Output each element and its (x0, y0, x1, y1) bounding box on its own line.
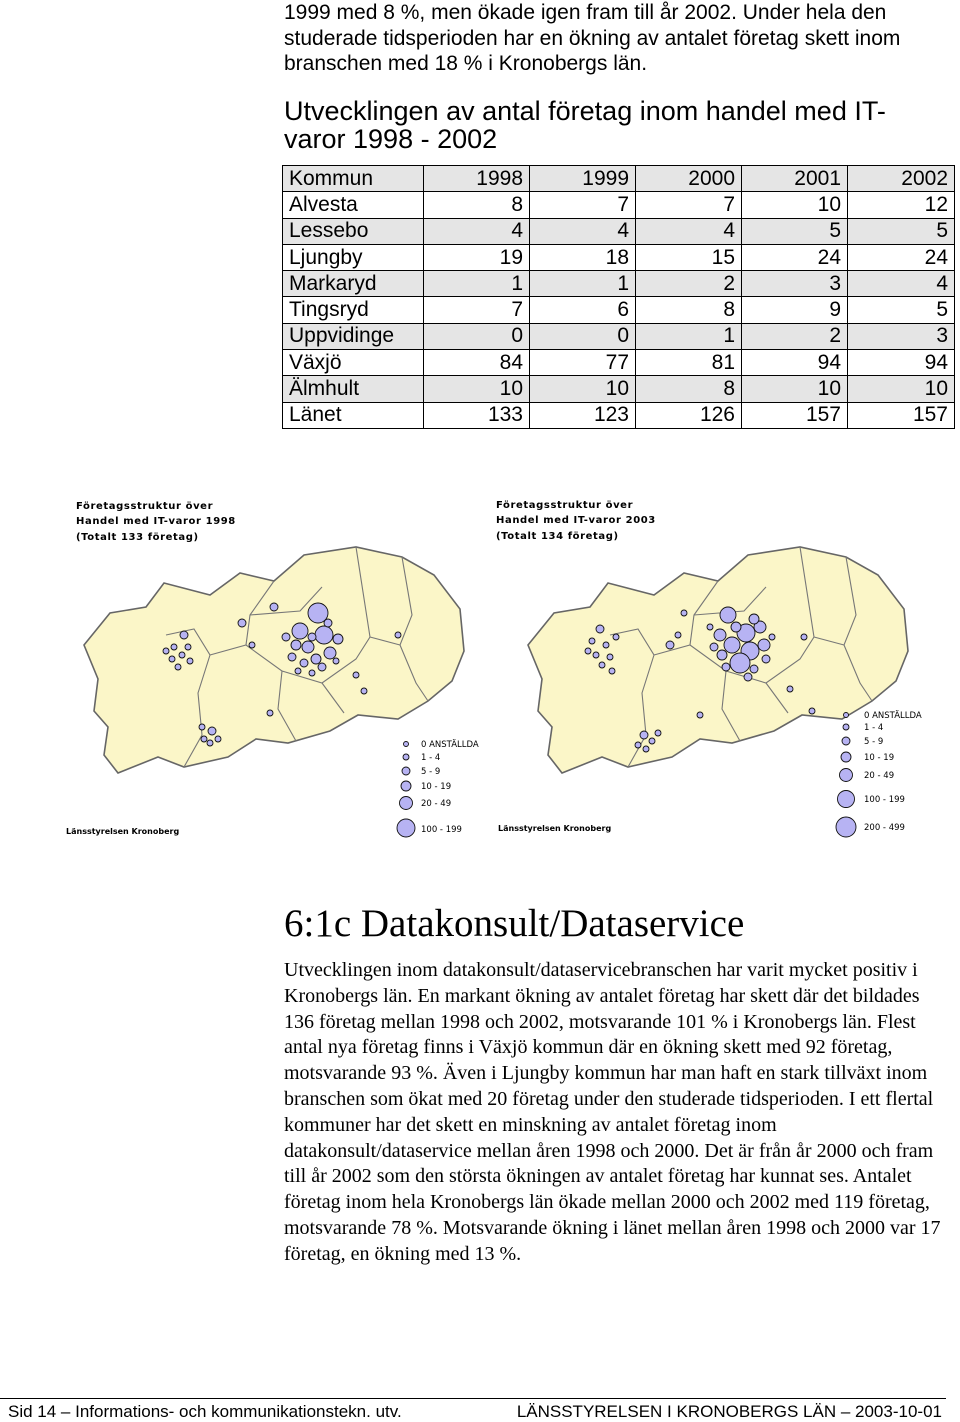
map2-credit: Länsstyrelsen Kronoberg (498, 824, 612, 833)
table-header-cell: Kommun (283, 166, 424, 192)
company-count-table (282, 165, 955, 429)
table-value-cell: 0 (530, 323, 636, 349)
table-value-cell: 18 (530, 244, 636, 270)
intro-paragraph: 1999 med 8 %, men ökade igen fram till år 2002. Under hela den studerade tidsperioden har en ökning av antalet företag skett inom branschen med 18 % i Kronobergs län. (284, 1, 901, 75)
table-header-cell: 1998 (424, 166, 530, 192)
map2-legend-label-6: 200 - 499 (864, 823, 905, 833)
map2-legend-label-0: 0 ANSTÄLLDA (864, 711, 922, 721)
table-kommun-cell: Länet (283, 402, 424, 428)
map2-legend-label-1: 1 - 4 (864, 723, 884, 733)
table-value-cell: 81 (636, 350, 742, 376)
table-value-cell: 4 (424, 218, 530, 244)
map2-legend-labels (864, 710, 922, 833)
map2-legend-label-5: 100 - 199 (864, 795, 905, 805)
map-1998 (66, 501, 479, 837)
table-title: Utvecklingen av antal företag inom handel med IT-varor 1998 - 2002 (284, 96, 886, 154)
table-kommun-cell: Växjö (283, 350, 424, 376)
table-kommun-cell: Älmhult (283, 376, 424, 402)
map1-legend-label-1: 1 - 4 (421, 753, 441, 763)
table-value-cell: 7 (424, 297, 530, 323)
map1-title-line2: Handel med IT-varor 1998 (76, 516, 236, 527)
table-value-cell: 7 (530, 192, 636, 218)
table-row (283, 376, 955, 402)
map1-legend-symbols (397, 742, 415, 838)
maps-svg (60, 495, 940, 845)
table-value-cell: 4 (636, 218, 742, 244)
table-value-cell: 77 (530, 350, 636, 376)
map2-region-outline (528, 547, 908, 773)
table-header-row (283, 166, 955, 192)
map2-legend-symbols (836, 713, 856, 838)
table-row (283, 323, 955, 349)
table-value-cell: 94 (848, 350, 955, 376)
table-value-cell: 8 (636, 376, 742, 402)
table-row (283, 297, 955, 323)
map2-legend-label-3: 10 - 19 (864, 753, 895, 763)
map1-region-outline (84, 547, 464, 773)
map1-title-line1: Företagsstruktur över (76, 501, 214, 512)
map1-legend-label-5: 100 - 199 (421, 825, 462, 835)
table-kommun-cell: Alvesta (283, 192, 424, 218)
table-header-cell: 2002 (848, 166, 955, 192)
table-value-cell: 24 (848, 244, 955, 270)
table-row (283, 402, 955, 428)
table-value-cell: 10 (530, 376, 636, 402)
table-value-cell: 3 (742, 271, 848, 297)
table-value-cell: 12 (848, 192, 955, 218)
table-value-cell: 7 (636, 192, 742, 218)
map1-legend-label-3: 10 - 19 (421, 782, 452, 792)
map1-legend-labels (421, 739, 479, 835)
table-value-cell: 123 (530, 402, 636, 428)
map-figure (60, 495, 940, 845)
table-value-cell: 1 (530, 271, 636, 297)
table-value-cell: 4 (530, 218, 636, 244)
table-value-cell: 2 (742, 323, 848, 349)
map2-title-line1: Företagsstruktur över (496, 500, 634, 511)
footer-page-label: Sid 14 – Informations- och kommunikationstekn. utv. (8, 1402, 402, 1421)
map2-title-line3: (Totalt 134 företag) (496, 531, 619, 542)
table-value-cell: 133 (424, 402, 530, 428)
table-value-cell: 126 (636, 402, 742, 428)
table-header-cell: 1999 (530, 166, 636, 192)
table-value-cell: 5 (742, 218, 848, 244)
table-value-cell: 2 (636, 271, 742, 297)
footer-organization-date: LÄNSSTYRELSEN I KRONOBERGS LÄN – 2003-10-01 (516, 1402, 942, 1421)
map-2003 (496, 500, 922, 837)
table-value-cell: 1 (636, 323, 742, 349)
table-header-cell: 2000 (636, 166, 742, 192)
footer-divider (0, 1398, 946, 1399)
table-value-cell: 10 (424, 376, 530, 402)
table-kommun-cell: Uppvidinge (283, 323, 424, 349)
table-value-cell: 157 (742, 402, 848, 428)
table-value-cell: 84 (424, 350, 530, 376)
table-value-cell: 24 (742, 244, 848, 270)
table-value-cell: 8 (424, 192, 530, 218)
table-value-cell: 10 (742, 376, 848, 402)
table-value-cell: 94 (742, 350, 848, 376)
table-value-cell: 4 (848, 271, 955, 297)
map2-title-line2: Handel med IT-varor 2003 (496, 515, 656, 526)
table-value-cell: 5 (848, 218, 955, 244)
table-value-cell: 6 (530, 297, 636, 323)
table-kommun-cell: Tingsryd (283, 297, 424, 323)
table-value-cell: 19 (424, 244, 530, 270)
table-row (283, 244, 955, 270)
table-kommun-cell: Lessebo (283, 218, 424, 244)
table-value-cell: 8 (636, 297, 742, 323)
map2-legend-label-2: 5 - 9 (864, 737, 884, 747)
table-row (283, 271, 955, 297)
table-value-cell: 3 (848, 323, 955, 349)
map1-legend-label-4: 20 - 49 (421, 799, 452, 809)
table-header-cell: 2001 (742, 166, 848, 192)
table-value-cell: 10 (742, 192, 848, 218)
table-value-cell: 15 (636, 244, 742, 270)
table-kommun-cell: Markaryd (283, 271, 424, 297)
body-paragraph: Utvecklingen inom datakonsult/dataservicebranschen har varit mycket positiv i Kronobergs län. En markant ökning av antalet företag har skett där det bildades 136 företag mellan 1998 och 2002, motsvarande 101 % i Kronobergs län. Flest antal nya företag finns i Växjö kommun där en ökning skett med 92 företag, motsvarande 93 %. Även i Ljungby kommun har man haft en stark tillväxt inom branschen som ökat med 20 företag under den studerade tidsperioden. I ett flertal kommuner har det skett en minskning av antalet företag inom datakonsult/dataservice mellan åren 1998 och 2000. Det är från år 2000 och fram till år 2002 som den största ökningen av antalet företag har kunnat ses. Antalet företag inom hela Kronobergs län ökade mellan 2000 och 2002 med 119 företag, motsvarande 78 %. Motsvarande ökning i länet mellan åren 1998 och 2000 var 17 företag, en ökning med 13 %. (284, 959, 941, 1265)
table-value-cell: 5 (848, 297, 955, 323)
table-row (283, 218, 955, 244)
map1-legend-label-2: 5 - 9 (421, 767, 441, 777)
map2-legend-label-4: 20 - 49 (864, 771, 895, 781)
table-value-cell: 0 (424, 323, 530, 349)
map1-title-line3: (Totalt 133 företag) (76, 532, 199, 543)
table-value-cell: 157 (848, 402, 955, 428)
table-value-cell: 1 (424, 271, 530, 297)
table-value-cell: 9 (742, 297, 848, 323)
section-heading: 6:1c Datakonsult/Dataservice (284, 902, 745, 945)
table-value-cell: 10 (848, 376, 955, 402)
table-kommun-cell: Ljungby (283, 244, 424, 270)
table-row (283, 192, 955, 218)
map1-legend-label-0: 0 ANSTÄLLDA (421, 740, 479, 750)
map1-credit: Länsstyrelsen Kronoberg (66, 827, 180, 836)
table-row (283, 350, 955, 376)
